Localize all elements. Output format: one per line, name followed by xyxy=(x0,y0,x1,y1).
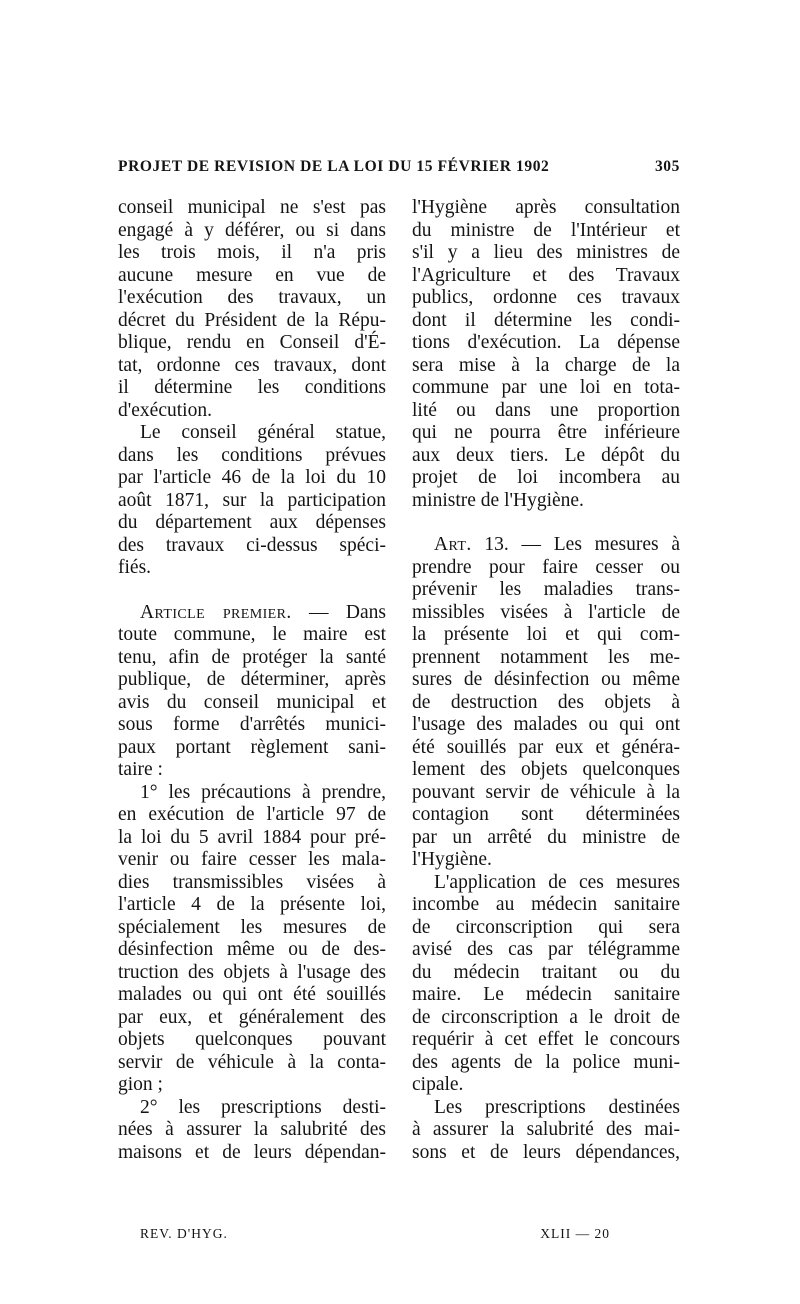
text-line: aucune mesure en vue de xyxy=(118,264,386,286)
text-line: ministre de l'Hygiène. xyxy=(412,489,584,511)
article-heading: Article premier. xyxy=(140,601,292,623)
text-line: la loi du 5 avril 1884 pour pré- xyxy=(118,826,386,848)
text-line: taire : xyxy=(118,759,163,780)
text-line: l'article 4 de la présente loi, xyxy=(118,894,386,915)
text-line: s'il y a lieu des ministres de xyxy=(412,242,680,263)
text-line: sures de désinfection ou même xyxy=(412,669,680,690)
text-line: l'Hygiène après consultation xyxy=(412,197,680,218)
text-line: de destruction des objets à xyxy=(412,691,680,713)
footer-journal-abbrev: REV. D'HYG. xyxy=(140,1226,228,1241)
right-column xyxy=(412,197,680,1164)
text-line: la présente loi et qui com- xyxy=(412,624,680,645)
paragraph-gap xyxy=(412,512,680,534)
text-line: tat, ordonne ces travaux, dont xyxy=(118,354,386,376)
text-line: commune par une loi en tota- xyxy=(412,377,680,398)
text-line: du médecin traitant ou du xyxy=(412,961,680,983)
text-line: sera mise à la charge de la xyxy=(412,354,680,376)
text-line: 2° les prescriptions desti- xyxy=(140,1096,386,1118)
footer-signature-mark: XLII — 20 xyxy=(540,1226,610,1241)
text-line: spécialement les mesures de xyxy=(118,916,386,938)
text-line: venir ou faire cesser les mala- xyxy=(118,849,386,870)
text-line: lité ou dans une proportion xyxy=(412,399,680,421)
text-line: des travaux ci-dessus spéci- xyxy=(118,534,386,556)
text-line: sons et de leurs dépendances, xyxy=(412,1141,680,1163)
text-line: toute commune, le maire est xyxy=(118,624,386,645)
text-line: du département aux dépenses xyxy=(118,512,386,533)
text-line: l'Hygiène. xyxy=(412,849,492,870)
text-line: dies transmissibles visées à xyxy=(118,871,386,893)
text-line: publique, de déterminer, après xyxy=(118,669,386,690)
text-line: malades ou qui ont été souillés xyxy=(118,984,386,1005)
text-line: publics, ordonne ces travaux xyxy=(412,287,680,308)
text-line: les trois mois, il n'a pris xyxy=(118,242,386,263)
text-line: servir de véhicule à la conta- xyxy=(118,1051,386,1073)
text-line: à assurer la salubrité des mai- xyxy=(412,1119,680,1140)
text-line: conseil municipal ne s'est pas xyxy=(118,197,386,218)
text-line: des agents de la police muni- xyxy=(412,1051,680,1073)
text-line: prévenir les maladies trans- xyxy=(412,579,680,600)
text-line: dans les conditions prévues xyxy=(118,444,386,466)
text-line: tenu, afin de protéger la santé xyxy=(118,646,386,668)
text-line: désinfection même ou de des- xyxy=(118,939,386,960)
article-heading: Art. xyxy=(434,534,472,555)
paragraph-gap xyxy=(118,580,386,602)
text-line: l'Agriculture et des Travaux xyxy=(412,264,680,286)
text-line: prennent notamment les me- xyxy=(412,646,680,668)
text-line: l'usage des malades ou qui ont xyxy=(412,714,680,735)
text-line: Article premier. — Dans xyxy=(140,601,387,623)
text-line: été souillés par eux et généra- xyxy=(412,736,680,758)
text-line: contagion sont déterminées xyxy=(412,804,680,825)
page-footer xyxy=(140,1226,640,1242)
text-line: par l'article 46 de la loi du 10 xyxy=(118,467,386,488)
text-line: sous forme d'arrêtés munici- xyxy=(118,714,386,735)
text-line: de circonscription qui sera xyxy=(412,916,680,938)
text-line: maisons et de leurs dépendan- xyxy=(118,1141,386,1163)
text-line: requérir à cet effet le concours xyxy=(412,1029,680,1050)
text-line: prendre pour faire cesser ou xyxy=(412,556,680,578)
text-line: L'application de ces mesures xyxy=(434,871,680,893)
text-line: Les prescriptions destinées xyxy=(434,1096,680,1118)
text-line: tions d'exécution. La dépense xyxy=(412,332,680,353)
running-head xyxy=(118,158,680,176)
text-line: d'exécution. xyxy=(118,399,212,421)
text-line: cipale. xyxy=(412,1074,464,1095)
text-line: par un arrêté du ministre de xyxy=(412,826,680,848)
text-line: en exécution de l'article 97 de xyxy=(118,804,386,825)
text-line: avisé des cas par télégramme xyxy=(412,939,680,960)
text-line: nées à assurer la salubrité des xyxy=(118,1119,386,1140)
text-line: lement des objets quelconques xyxy=(412,759,680,780)
text-line: Le conseil général statue, xyxy=(140,422,386,443)
text-line: gion ; xyxy=(118,1074,163,1095)
page-number: 305 xyxy=(654,158,680,175)
text-line: Art. 13. — Les mesures à xyxy=(434,534,680,555)
running-head-title: PROJET DE REVISION DE LA LOI DU 15 FÉVRIER 1902 xyxy=(118,158,550,175)
text-line: il détermine les conditions xyxy=(118,377,386,398)
text-line: objets quelconques pouvant xyxy=(118,1029,386,1050)
text-line: aux deux tiers. Le dépôt du xyxy=(412,444,680,466)
text-line: du ministre de l'Intérieur et xyxy=(412,219,680,241)
text-line: projet de loi incombera au xyxy=(412,467,680,488)
text-line: incombe au médecin sanitaire xyxy=(412,894,680,915)
text-line: de circonscription a le droit de xyxy=(412,1006,680,1028)
text-line: fiés. xyxy=(118,557,152,578)
text-line: août 1871, sur la participation xyxy=(118,489,386,511)
text-line: paux portant règlement sani- xyxy=(118,736,386,758)
text-line: truction des objets à l'usage des xyxy=(118,961,386,983)
text-line: dont il détermine les condi- xyxy=(412,309,680,331)
text-line: qui ne pourra être inférieure xyxy=(412,422,680,443)
text-line: pouvant servir de véhicule à la xyxy=(412,781,680,803)
text-line: maire. Le médecin sanitaire xyxy=(412,984,680,1005)
text-line: 1° les précautions à prendre, xyxy=(140,781,386,803)
text-line: engagé à y déférer, ou si dans xyxy=(118,219,386,241)
text-line: avis du conseil municipal et xyxy=(118,691,386,713)
text-line: par eux, et généralement des xyxy=(118,1006,386,1028)
text-line: l'exécution des travaux, un xyxy=(118,287,386,308)
left-column xyxy=(118,197,386,1164)
text-line: missibles visées à l'article de xyxy=(412,601,680,623)
text-line: décret du Président de la Répu- xyxy=(118,309,386,331)
text-line: blique, rendu en Conseil d'É- xyxy=(118,332,386,353)
